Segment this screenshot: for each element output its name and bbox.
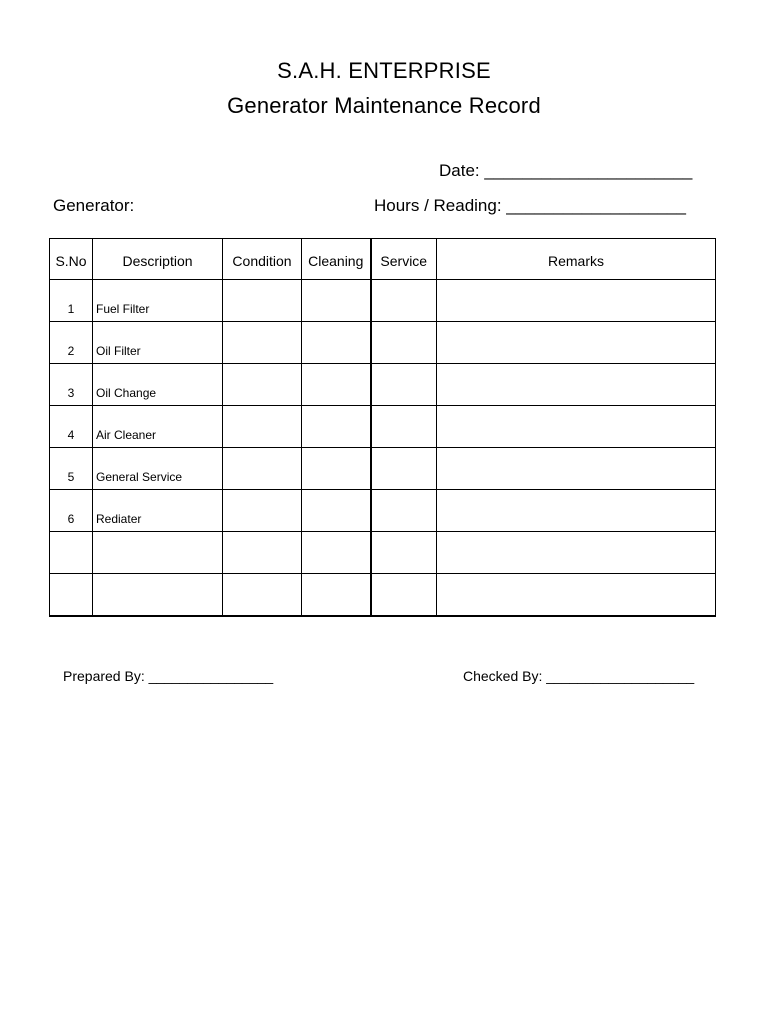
column-header-sno: S.No xyxy=(50,239,93,280)
remarks-cell[interactable] xyxy=(437,532,716,574)
column-header-description: Description xyxy=(93,239,223,280)
cleaning-cell[interactable] xyxy=(302,322,371,364)
table-row xyxy=(50,532,716,574)
column-header-service: Service xyxy=(371,239,437,280)
description-cell[interactable] xyxy=(93,574,223,617)
cleaning-cell[interactable] xyxy=(302,448,371,490)
service-cell[interactable] xyxy=(371,322,437,364)
remarks-cell[interactable] xyxy=(437,574,716,617)
cleaning-cell[interactable] xyxy=(302,574,371,617)
condition-cell[interactable] xyxy=(223,574,302,617)
column-header-cleaning: Cleaning xyxy=(302,239,371,280)
remarks-cell[interactable] xyxy=(437,490,716,532)
column-header-remarks: Remarks xyxy=(437,239,716,280)
cleaning-cell[interactable] xyxy=(302,490,371,532)
remarks-cell[interactable] xyxy=(437,448,716,490)
service-cell[interactable] xyxy=(371,280,437,322)
sno-cell: 3 xyxy=(50,364,93,406)
description-cell: Oil Filter xyxy=(93,322,223,364)
date-field[interactable]: Date: ______________________ xyxy=(439,161,693,180)
generator-field[interactable]: Generator: xyxy=(53,196,135,215)
maintenance-table xyxy=(49,238,716,617)
cleaning-cell[interactable] xyxy=(302,280,371,322)
cleaning-cell[interactable] xyxy=(302,364,371,406)
description-cell: Rediater xyxy=(93,490,223,532)
company-name: S.A.H. ENTERPRISE xyxy=(277,58,491,83)
condition-cell[interactable] xyxy=(223,532,302,574)
condition-cell[interactable] xyxy=(223,322,302,364)
remarks-cell[interactable] xyxy=(437,406,716,448)
remarks-cell[interactable] xyxy=(437,280,716,322)
description-cell[interactable] xyxy=(93,532,223,574)
service-cell[interactable] xyxy=(371,406,437,448)
cleaning-cell[interactable] xyxy=(302,406,371,448)
table-row xyxy=(50,574,716,617)
sno-cell: 1 xyxy=(50,280,93,322)
column-header-condition: Condition xyxy=(223,239,302,280)
table-row xyxy=(50,448,716,490)
table-row xyxy=(50,490,716,532)
table-row xyxy=(50,406,716,448)
condition-cell[interactable] xyxy=(223,448,302,490)
table-row xyxy=(50,280,716,322)
remarks-cell[interactable] xyxy=(437,364,716,406)
description-cell: General Service xyxy=(93,448,223,490)
condition-cell[interactable] xyxy=(223,280,302,322)
sno-cell: 4 xyxy=(50,406,93,448)
checked-by-field[interactable]: Checked By: ___________________ xyxy=(463,668,695,684)
sno-cell: 6 xyxy=(50,490,93,532)
description-cell: Fuel Filter xyxy=(93,280,223,322)
sno-cell[interactable] xyxy=(50,532,93,574)
sno-cell: 2 xyxy=(50,322,93,364)
sno-cell: 5 xyxy=(50,448,93,490)
service-cell[interactable] xyxy=(371,448,437,490)
condition-cell[interactable] xyxy=(223,490,302,532)
prepared-by-field[interactable]: Prepared By: ________________ xyxy=(63,668,274,684)
table-header-row xyxy=(50,239,716,280)
description-cell: Air Cleaner xyxy=(93,406,223,448)
cleaning-cell[interactable] xyxy=(302,532,371,574)
service-cell[interactable] xyxy=(371,364,437,406)
condition-cell[interactable] xyxy=(223,406,302,448)
table-row xyxy=(50,364,716,406)
remarks-cell[interactable] xyxy=(437,322,716,364)
table-row xyxy=(50,322,716,364)
service-cell[interactable] xyxy=(371,532,437,574)
document-title: Generator Maintenance Record xyxy=(227,93,541,118)
description-cell: Oil Change xyxy=(93,364,223,406)
service-cell[interactable] xyxy=(371,490,437,532)
condition-cell[interactable] xyxy=(223,364,302,406)
service-cell[interactable] xyxy=(371,574,437,617)
hours-reading-field[interactable]: Hours / Reading: ___________________ xyxy=(374,196,686,215)
sno-cell[interactable] xyxy=(50,574,93,617)
